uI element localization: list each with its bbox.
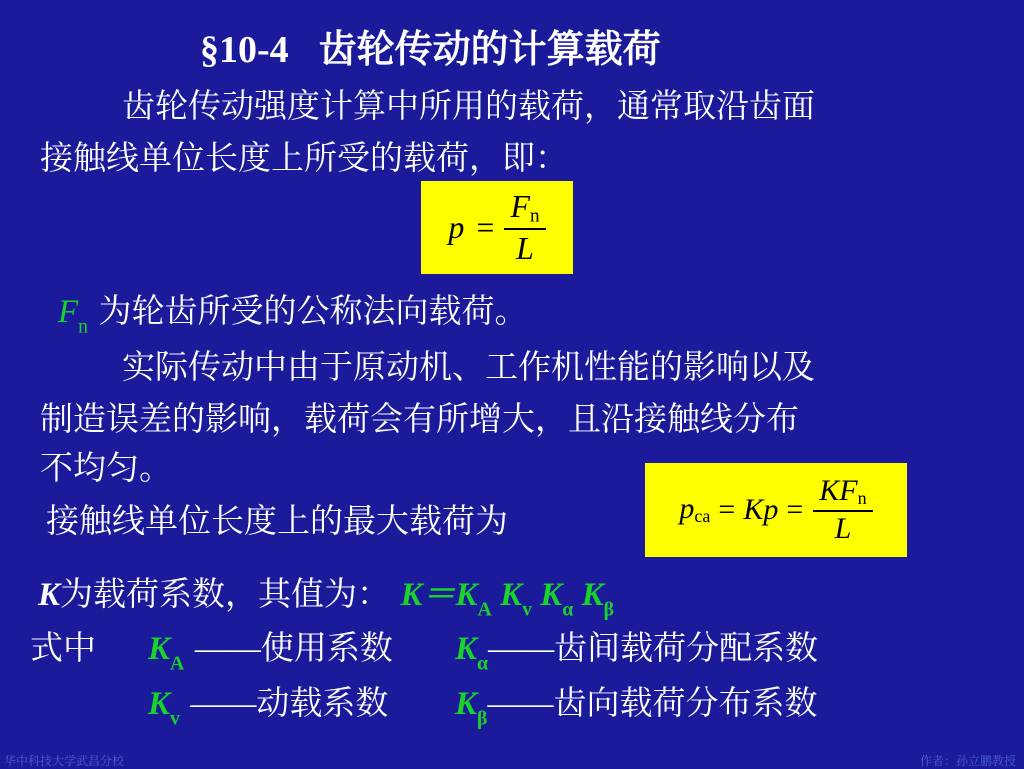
formula1-lhs: p xyxy=(448,209,465,245)
footer-left: 华中科技大学武昌分校 xyxy=(4,754,125,768)
fn-definition-text: 为轮齿所受的公称法向载荷。 xyxy=(88,291,528,330)
ka-desc: 使用系数 xyxy=(260,628,393,667)
fn-symbol: $F_n$ xyxy=(58,294,89,338)
para1-line1: 齿轮传动强度计算中所用的载荷，通常取沿齿面 xyxy=(122,86,815,125)
section-number: §10-4 xyxy=(200,29,289,71)
formula1-denominator: L xyxy=(516,229,534,266)
formula1-eq: = xyxy=(476,209,495,245)
max-load-label: 接触线单位长度上的最大载荷为 xyxy=(46,501,508,540)
kbeta-desc: 齿向载荷分布系数 xyxy=(553,683,818,722)
para2-line2: 制造误差的影响，载荷会有所增大，且沿接触线分布 xyxy=(40,399,799,438)
para2-line1: 实际传动中由于原动机、工作机性能的影响以及 xyxy=(122,347,815,386)
footer-right: 作者：孙立鹏教授 xyxy=(919,754,1016,768)
para1-line2: 接触线单位长度上所受的载荷，即： xyxy=(40,138,568,177)
legend-prefix: 式中 xyxy=(30,628,96,667)
page-title xyxy=(200,18,661,73)
formula-max-load xyxy=(645,463,907,557)
legend-kbeta: $K_\beta——$齿向载荷分布系数 xyxy=(455,683,818,730)
legend-kv: $K_v$ ——动载系数 xyxy=(148,683,389,730)
formula2-mid: Kp xyxy=(743,493,779,526)
para2-line3: 不均匀。 xyxy=(40,448,172,487)
formula1-fraction xyxy=(504,188,545,266)
formula1-numerator: Fn xyxy=(504,188,545,229)
legend-kalpha: $K_\alpha——$齿间载荷分配系数 xyxy=(455,628,819,675)
section-title: 齿轮传动的计算载荷 xyxy=(318,26,661,71)
formula2-lhs: pca xyxy=(679,492,711,527)
ka-symbol: $K_A$ xyxy=(148,631,185,675)
formula2-numerator: KFn xyxy=(813,474,872,511)
k-expression: $K=K_A$ $K_v$ $K_\alpha$ $K_\beta$ xyxy=(400,577,614,621)
formula2-eq2: = xyxy=(786,493,804,526)
k-definition-text: 为载荷系数，其值为： xyxy=(60,574,391,613)
legend-ka: $K_A$ ——使用系数 xyxy=(148,628,393,675)
formula-load-per-length xyxy=(421,181,573,274)
kalpha-symbol: $K_\alpha$ xyxy=(455,631,489,675)
kv-symbol: $K_v$ xyxy=(148,686,180,730)
kbeta-symbol: $K_\beta$ xyxy=(455,686,488,730)
formula2-eq1: = xyxy=(718,493,736,526)
formula2-fraction xyxy=(813,474,872,545)
formula2-denominator: L xyxy=(834,511,852,545)
k-symbol: K xyxy=(38,577,61,613)
kalpha-desc: 齿间载荷分配系数 xyxy=(554,628,819,667)
kv-desc: 动载系数 xyxy=(256,683,389,722)
